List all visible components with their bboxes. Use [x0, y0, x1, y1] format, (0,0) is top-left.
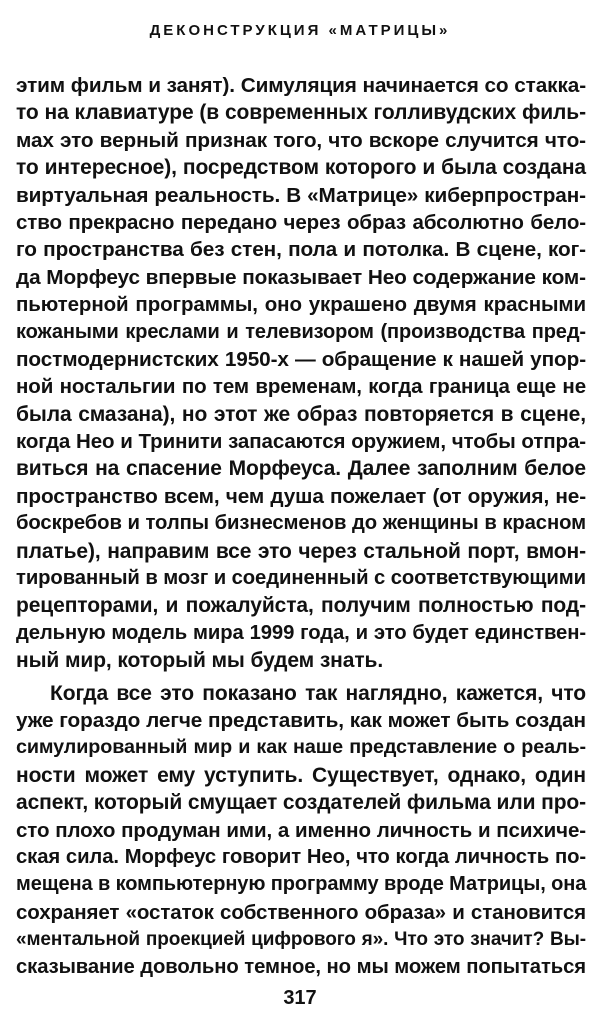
text-line: сохраняет «остаток собственного образа» и становится	[16, 900, 586, 924]
text-line: дельную модель мира 1999 года, и это будет единствен-	[16, 621, 586, 644]
text-line: виртуальная реальность. В «Матрице» киберпростран-	[16, 183, 586, 207]
text-line: рецепторами, и пожалуйста, получим полностью под-	[16, 594, 586, 618]
text-line: то интересное), посредством которого и была создана	[16, 156, 586, 180]
text-line: ной ностальгии по тем временам, когда граница еще не	[16, 375, 586, 399]
paragraph-1	[16, 72, 586, 675]
body-text	[16, 72, 586, 981]
text-line: го пространства без стен, пола и потолка. В сцене, ког-	[16, 238, 586, 262]
text-line: уже гораздо легче представить, как может быть создан	[16, 708, 586, 732]
text-line: да Морфеус впервые показывает Нео содержание ком-	[16, 265, 586, 289]
text-line: когда Нео и Тринити запасаются оружием, чтобы отпра-	[16, 430, 586, 454]
text-line: «ментальной проекцией цифрового я». Что это значит? Вы-	[16, 929, 586, 951]
running-head: ДЕКОНСТРУКЦИЯ «МАТРИЦЫ»	[149, 22, 451, 39]
text-line: тированный в мозг и соединенный с соответствующими	[16, 567, 586, 590]
paragraph-2	[16, 680, 586, 981]
text-line: пространство всем, чем душа пожелает (от оружия, не-	[16, 484, 586, 508]
text-line: кожаными креслами и телевизором (производства пред-	[16, 320, 586, 343]
text-line: аспект, который смущает создателей фильма или про-	[16, 791, 587, 815]
text-line: то на клавиатуре (в современных голливудских филь-	[16, 101, 586, 125]
text-line: ская сила. Морфеус говорит Нео, что когда личность по-	[16, 845, 586, 868]
page-number: 317	[283, 987, 317, 1009]
text-line: мах это верный признак того, что вскоре случится что-	[16, 128, 586, 152]
text-line: постмодернистских 1950-х — обращение к нашей упор-	[16, 347, 586, 371]
text-line: ности может ему уступить. Существует, однако, один	[16, 763, 586, 787]
text-line: сто плохо продуман ими, а именно личность и психиче-	[16, 818, 586, 842]
text-line: ный мир, который мы будем знать.	[16, 649, 384, 673]
text-line: сказывание довольно темное, но мы можем попытаться	[16, 955, 586, 978]
text-line: Когда все это показано так наглядно, кажется, что	[50, 681, 586, 705]
text-line: симулированный мир и как наше представление о реаль-	[16, 736, 586, 759]
text-line: платье), направим все это через стальной порт, вмон-	[16, 539, 586, 563]
text-line: мещена в компьютерную программу вроде Матрицы, она	[16, 873, 587, 896]
text-line: ство прекрасно передано через образ абсолютно бело-	[16, 210, 586, 234]
text-line: была смазана), но этот же образ повторяется в сцене,	[16, 402, 586, 426]
text-line: пьютерной программы, оно украшено двумя красными	[16, 293, 586, 317]
text-line: виться на спасение Морфеуса. Далее заполним белое	[16, 457, 586, 481]
text-line: этим фильм и занят). Симуляция начинается со стакка-	[16, 74, 586, 97]
text-line: боскребов и толпы бизнесменов до женщины в красном	[16, 512, 586, 535]
